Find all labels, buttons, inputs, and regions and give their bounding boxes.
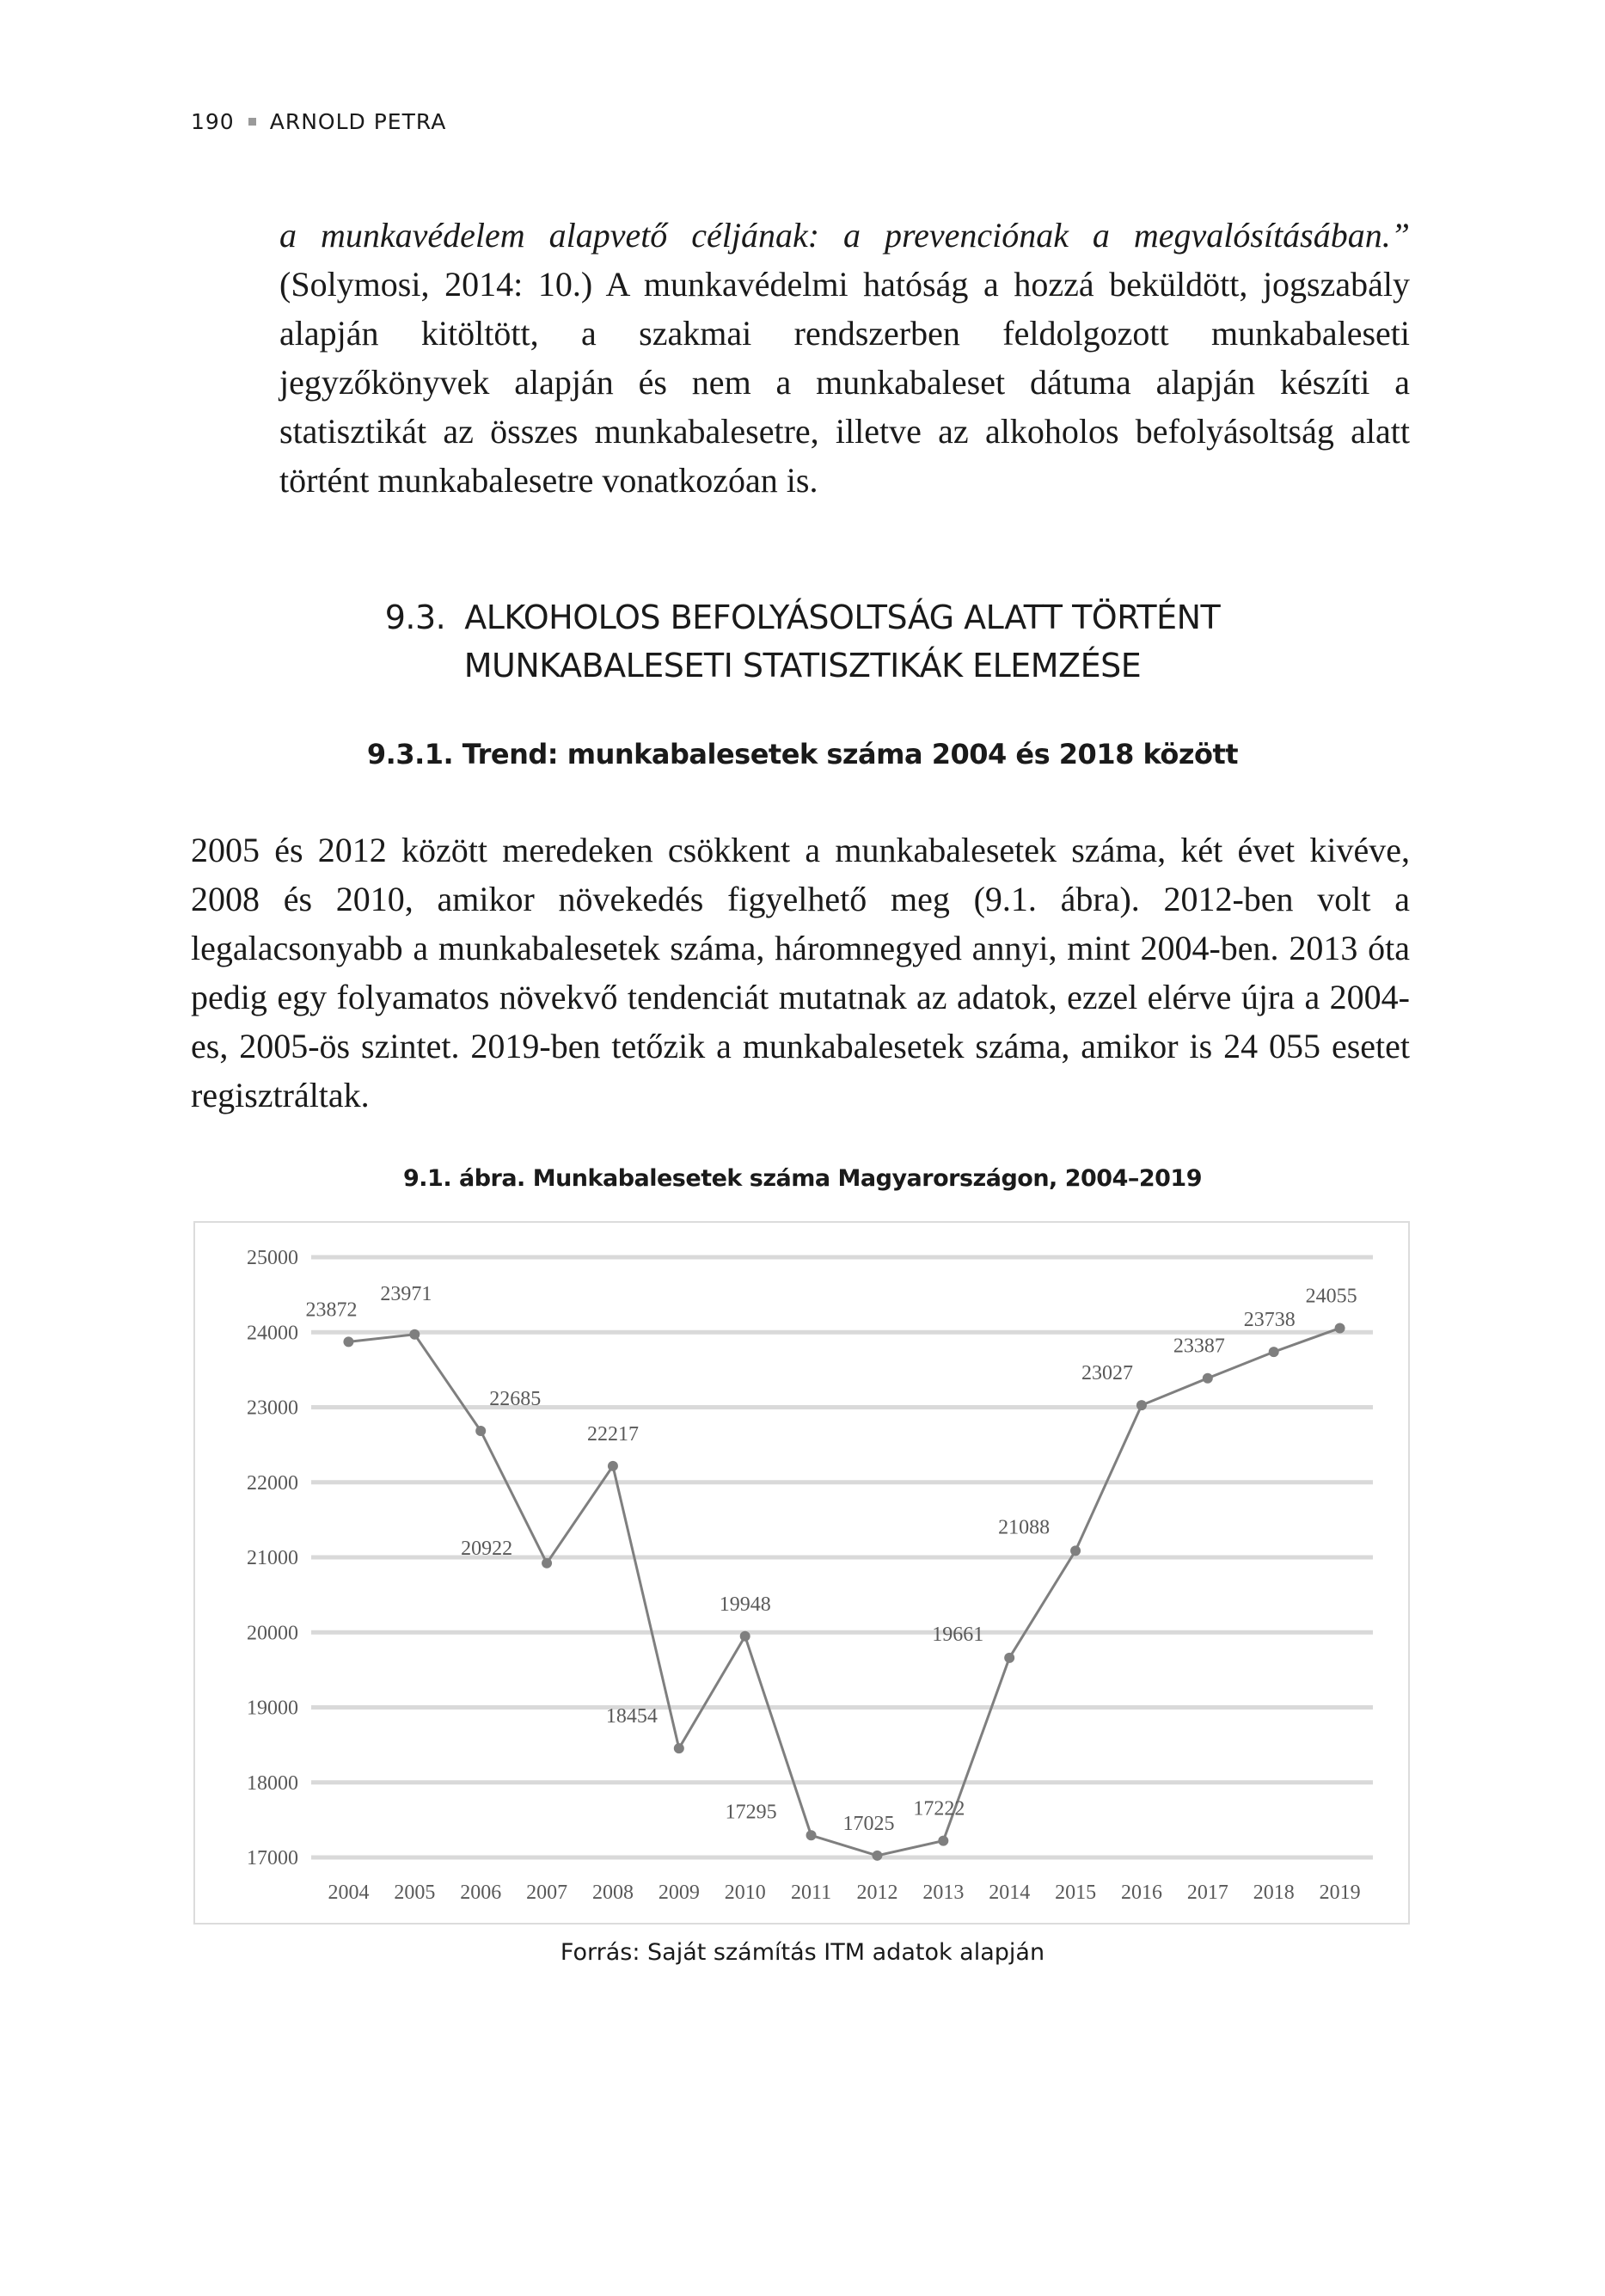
x-tick-label: 2017: [1186, 1882, 1228, 1904]
figure-title: 9.1. ábra. Munkabalesetek száma Magyarországon, 2004–2019: [402, 1165, 1202, 1192]
x-tick-label: 2016: [1120, 1882, 1162, 1904]
x-tick-label: 2007: [526, 1882, 568, 1904]
data-point: [608, 1461, 618, 1471]
x-tick-label: 2015: [1055, 1882, 1097, 1904]
data-point: [409, 1329, 420, 1340]
x-tick-label: 2011: [791, 1882, 832, 1904]
y-tick-label: 25000: [247, 1247, 298, 1269]
section-heading: [0, 593, 1605, 690]
data-label: 20922: [461, 1537, 513, 1560]
data-label: 18454: [605, 1705, 658, 1728]
section-number: 9.3.: [384, 599, 446, 636]
data-point: [938, 1836, 948, 1846]
data-label: 23872: [305, 1298, 358, 1322]
y-tick-label: 17000: [247, 1847, 298, 1869]
section-title-line2: MUNKABALESETI STATISZTIKÁK ELEMZÉSE: [463, 647, 1142, 685]
figure-source: Forrás: Saját számítás ITM adatok alapján: [560, 1939, 1045, 1966]
x-tick-label: 2009: [658, 1882, 700, 1904]
y-tick-label: 23000: [247, 1397, 298, 1420]
square-bullet-icon: [248, 118, 256, 126]
y-tick-label: 20000: [247, 1622, 298, 1645]
x-tick-label: 2005: [394, 1882, 436, 1904]
data-point: [1335, 1323, 1345, 1333]
paragraph-trend: 2005 és 2012 között meredeken csökkent a munkabalesetek száma, két évet kivéve, 2008 és 2010, amikor növekedés figyelhető meg (9.1. ábra). 2012-ben volt a legalacsonyabb a munkabalesetek száma, háromnegyed annyi, mint 2004-ben. 2013 óta pedig egy folyamatos növekvő tendenciát mutatnak az adatok, ezzel elérve újra a 2004-es, 2005-ös szintet. 2019-ben tetőzik a munkabalesetek száma, amikor is 24 055 esetet regisztráltak.: [191, 831, 1410, 1114]
data-label: 19948: [719, 1593, 771, 1616]
section-title-line1: ALKOHOLOS BEFOLYÁSOLTSÁG ALATT TÖRTÉNT: [464, 599, 1221, 636]
data-label: 17222: [913, 1797, 965, 1820]
data-label: 22685: [489, 1387, 542, 1410]
data-point: [872, 1851, 882, 1861]
x-tick-label: 2004: [328, 1882, 370, 1904]
data-label: 23027: [1081, 1362, 1133, 1385]
x-tick-label: 2013: [922, 1882, 965, 1904]
y-tick-label: 21000: [247, 1547, 298, 1569]
data-label: 23387: [1173, 1335, 1225, 1358]
paragraph-text: (Solymosi, 2014: 10.) A munkavédelmi hatóság a hozzá beküldött, jogszabály alapján kitöltött, a szakmai rendszerben feldolgozott munkabaleseti jegyzőkönyvek alapján és nem a munkabaleset dátuma alapján készíti a statisztikát az összes munkabalesetre, illetve az alkoholos befolyásoltság alatt történt munkabalesetre vonatkozóan is.: [279, 265, 1410, 500]
data-point: [1136, 1400, 1147, 1410]
data-point: [1070, 1545, 1081, 1556]
data-point: [475, 1426, 486, 1436]
x-tick-label: 2012: [856, 1882, 898, 1904]
data-point: [1269, 1347, 1279, 1357]
y-tick-label: 24000: [247, 1322, 298, 1345]
page-number: 190: [191, 109, 235, 134]
running-header: [191, 109, 446, 134]
y-tick-label: 19000: [247, 1697, 298, 1720]
x-tick-label: 2010: [724, 1882, 766, 1904]
chart-svg: [195, 1223, 1408, 1923]
y-tick-label: 22000: [247, 1471, 298, 1495]
x-tick-label: 2008: [591, 1882, 634, 1904]
paragraph-intro: [279, 211, 1410, 505]
data-label: 21088: [998, 1516, 1051, 1539]
x-tick-label: 2006: [460, 1882, 502, 1904]
data-label: 22217: [586, 1422, 639, 1446]
data-label: 19661: [932, 1623, 984, 1646]
data-point: [674, 1743, 684, 1753]
data-point: [806, 1830, 817, 1840]
data-label: 23971: [380, 1282, 432, 1305]
data-label: 17295: [725, 1801, 777, 1824]
data-label: 23738: [1243, 1309, 1296, 1332]
line-chart: [193, 1221, 1410, 1925]
subsection-heading: 9.3.1. Trend: munkabalesetek száma 2004 és 2018 között: [366, 738, 1239, 770]
data-label: 24055: [1305, 1285, 1357, 1308]
y-tick-label: 18000: [247, 1771, 298, 1795]
data-point: [1004, 1653, 1014, 1663]
data-point: [740, 1631, 750, 1642]
x-tick-label: 2018: [1253, 1882, 1295, 1904]
data-label: 17025: [842, 1812, 895, 1835]
x-tick-label: 2019: [1319, 1882, 1361, 1904]
quote-text: a munkavédelem alapvető céljának: a prevenciónak a megvalósításában.”: [279, 216, 1410, 255]
author-name: ARNOLD PETRA: [269, 109, 447, 134]
data-point: [542, 1558, 552, 1569]
x-tick-label: 2014: [989, 1882, 1031, 1904]
data-point: [1203, 1373, 1213, 1384]
data-point: [343, 1336, 353, 1347]
